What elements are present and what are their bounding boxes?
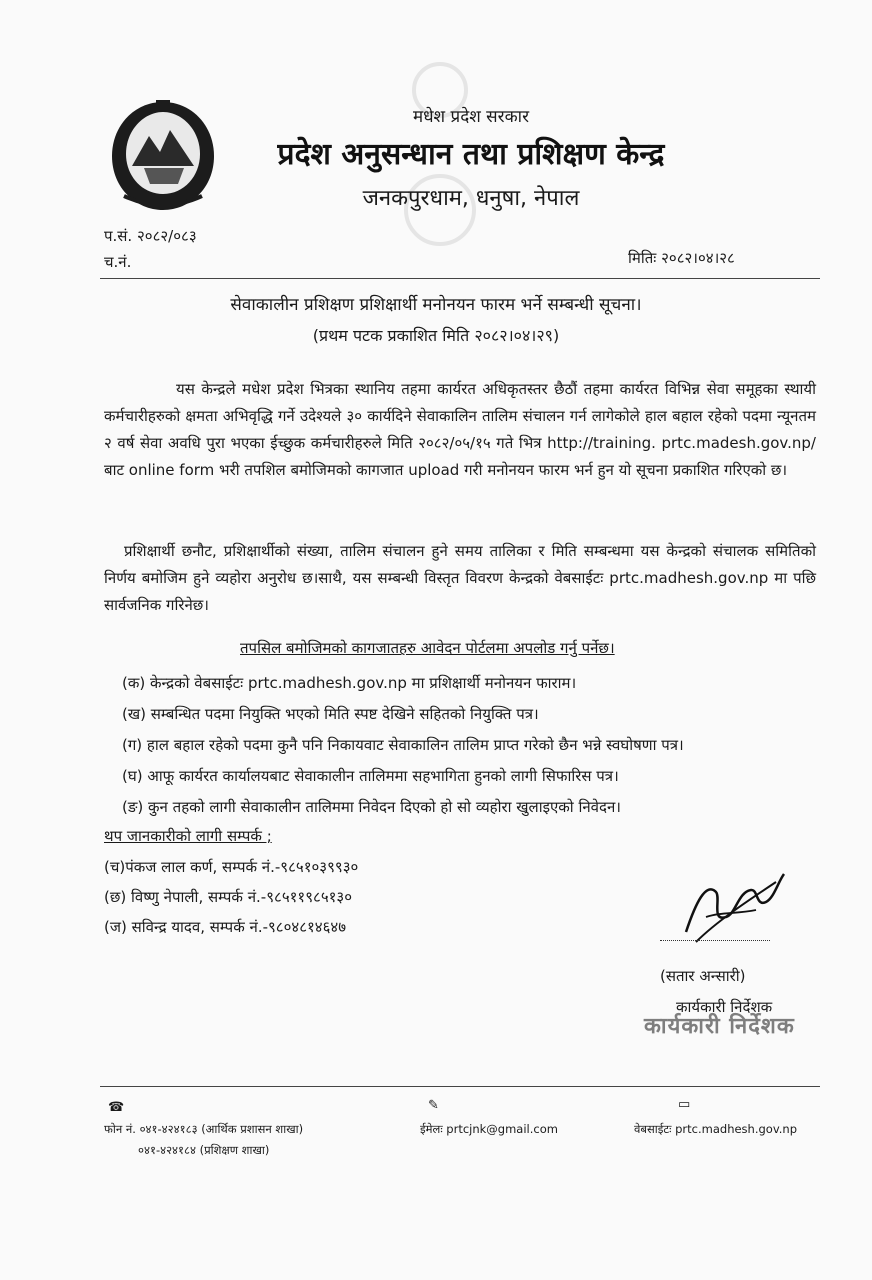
documents-list-title: तपसिल बमोजिमको कागजातहरु आवेदन पोर्टलमा अपलोड गर्नु पर्नेछ। <box>240 639 615 657</box>
contact-list <box>104 852 358 942</box>
notice-date: मितिः २०८२।०४।२८ <box>628 249 735 267</box>
signatory-stamp: कार्यकारी निर्देशक <box>644 1014 795 1039</box>
header-government-name: मधेश प्रदेश सरकार <box>412 107 530 127</box>
footer-divider <box>100 1086 820 1087</box>
handwritten-signature <box>666 862 796 952</box>
signatory-name: (सतार अन्सारी) <box>660 967 746 985</box>
header-divider <box>100 278 820 279</box>
paragraph-1-text: यस केन्द्रले मधेश प्रदेश भित्रका स्थानिय तहमा कार्यरत अधिकृतस्तर छैठौं तहमा कार्यरत विभिन्न सेवा समूहका स्थायी कर्मचारीहरुको क्षमता अभिवृद्धि गर्ने उदेश्यले ३० कार्यदिने सेवाकालिन तालिम संचालन गर्न लागेकोले हाल बहाल रहेको पदमा न्यूनतम २ वर्ष सेवा अवधि पुरा भएका ईच्छुक कर्मचारीहरुले मिति २०८२/०५/१५ गते भित्र http://training. prtc.madesh.gov.np/ बाट online form भरी तपशिल बमोजिमको कागजात upload गरी मनोनयन फारम भर्न हुन यो सूचना प्रकाशित गरिएको छ। <box>104 380 816 479</box>
header-office-name: प्रदेश अनुसन्धान तथा प्रशिक्षण केन्द्र <box>277 137 665 172</box>
footer-website: वेबसाईटः prtc.madhesh.gov.np <box>634 1122 797 1136</box>
signature-line <box>660 940 770 941</box>
contact-item: (छ) विष्णु नेपाली, सम्पर्क नं.-९८५११९८५१३० <box>104 888 353 906</box>
contact-item: (च)पंकज लाल कर्ण, सम्पर्क नं.-९८५१०३९९३० <box>104 858 359 876</box>
notice-subtitle: (प्रथम पटक प्रकाशित मिति २०८२।०४।२९) <box>312 326 560 345</box>
mouse-icon: ✎ <box>428 1098 439 1113</box>
documents-list <box>122 668 684 823</box>
paragraph-2-text: प्रशिक्षार्थी छनौट, प्रशिक्षार्थीको संख्या, तालिम संचालन हुने समय तालिका र मिति सम्बन्धमा यस केन्द्रको संचालक समितिको निर्णय बमोजिम हुने व्यहोरा अनुरोध छ।साथै, यस सम्बन्धी विस्तृत विवरण केन्द्रको वेबसाईटः prtc.madhesh.gov.np मा पछि सार्वजनिक गरिनेछ। <box>104 542 816 614</box>
body-paragraph-2 <box>104 538 816 619</box>
header-address: जनकपुरधाम, धनुषा, नेपाल <box>362 186 580 211</box>
footer-phone-1: फोन नं. ०४१-४२४१८३ (आर्थिक प्रशासन शाखा) <box>104 1122 304 1136</box>
list-item: (ग) हाल बहाल रहेको पदमा कुनै पनि निकायवाट सेवाकालिन तालिम प्राप्त गरेको छैन भन्ने स्वघोषणा पत्र। <box>122 736 684 754</box>
contact-item: (ज) सविन्द्र यादव, सम्पर्क नं.-९८०४८१४६४७ <box>104 918 347 936</box>
signatory-title: कार्यकारी निर्देशक <box>676 998 773 1016</box>
list-item: (घ) आफू कार्यरत कार्यालयबाट सेवाकालीन तालिममा सहभागिता हुनको लागी सिफारिस पत्र। <box>122 767 619 785</box>
footer-phone-2: ०४१-४२४१८४ (प्रशिक्षण शाखा) <box>138 1143 270 1157</box>
list-item: (ङ) कुन तहको लागी सेवाकालीन तालिममा निवेदन दिएको हो सो व्यहोरा खुलाइएको निवेदन। <box>122 798 621 816</box>
footer-email: ईमेलः prtcjnk@gmail.com <box>420 1122 558 1136</box>
body-paragraph-1 <box>104 376 816 484</box>
contact-title: थप जानकारीको लागी सम्पर्क ; <box>104 827 272 845</box>
dispatch-number: च.नं. <box>104 253 132 271</box>
reference-number: प.सं. २०८२/०८३ <box>104 227 197 245</box>
computer-icon: ▭ <box>678 1097 691 1112</box>
list-item: (ख) सम्बन्धित पदमा नियुक्ति भएको मिति स्पष्ट देखिने सहितको नियुक्ति पत्र। <box>122 705 539 723</box>
list-item: (क) केन्द्रको वेबसाईटः prtc.madhesh.gov.np मा प्रशिक्षार्थी मनोनयन फाराम। <box>122 674 577 692</box>
phone-icon: ☎ <box>108 1100 125 1115</box>
notice-title: सेवाकालीन प्रशिक्षण प्रशिक्षार्थी मनोनयन फारम भर्ने सम्बन्धी सूचना। <box>230 295 642 315</box>
